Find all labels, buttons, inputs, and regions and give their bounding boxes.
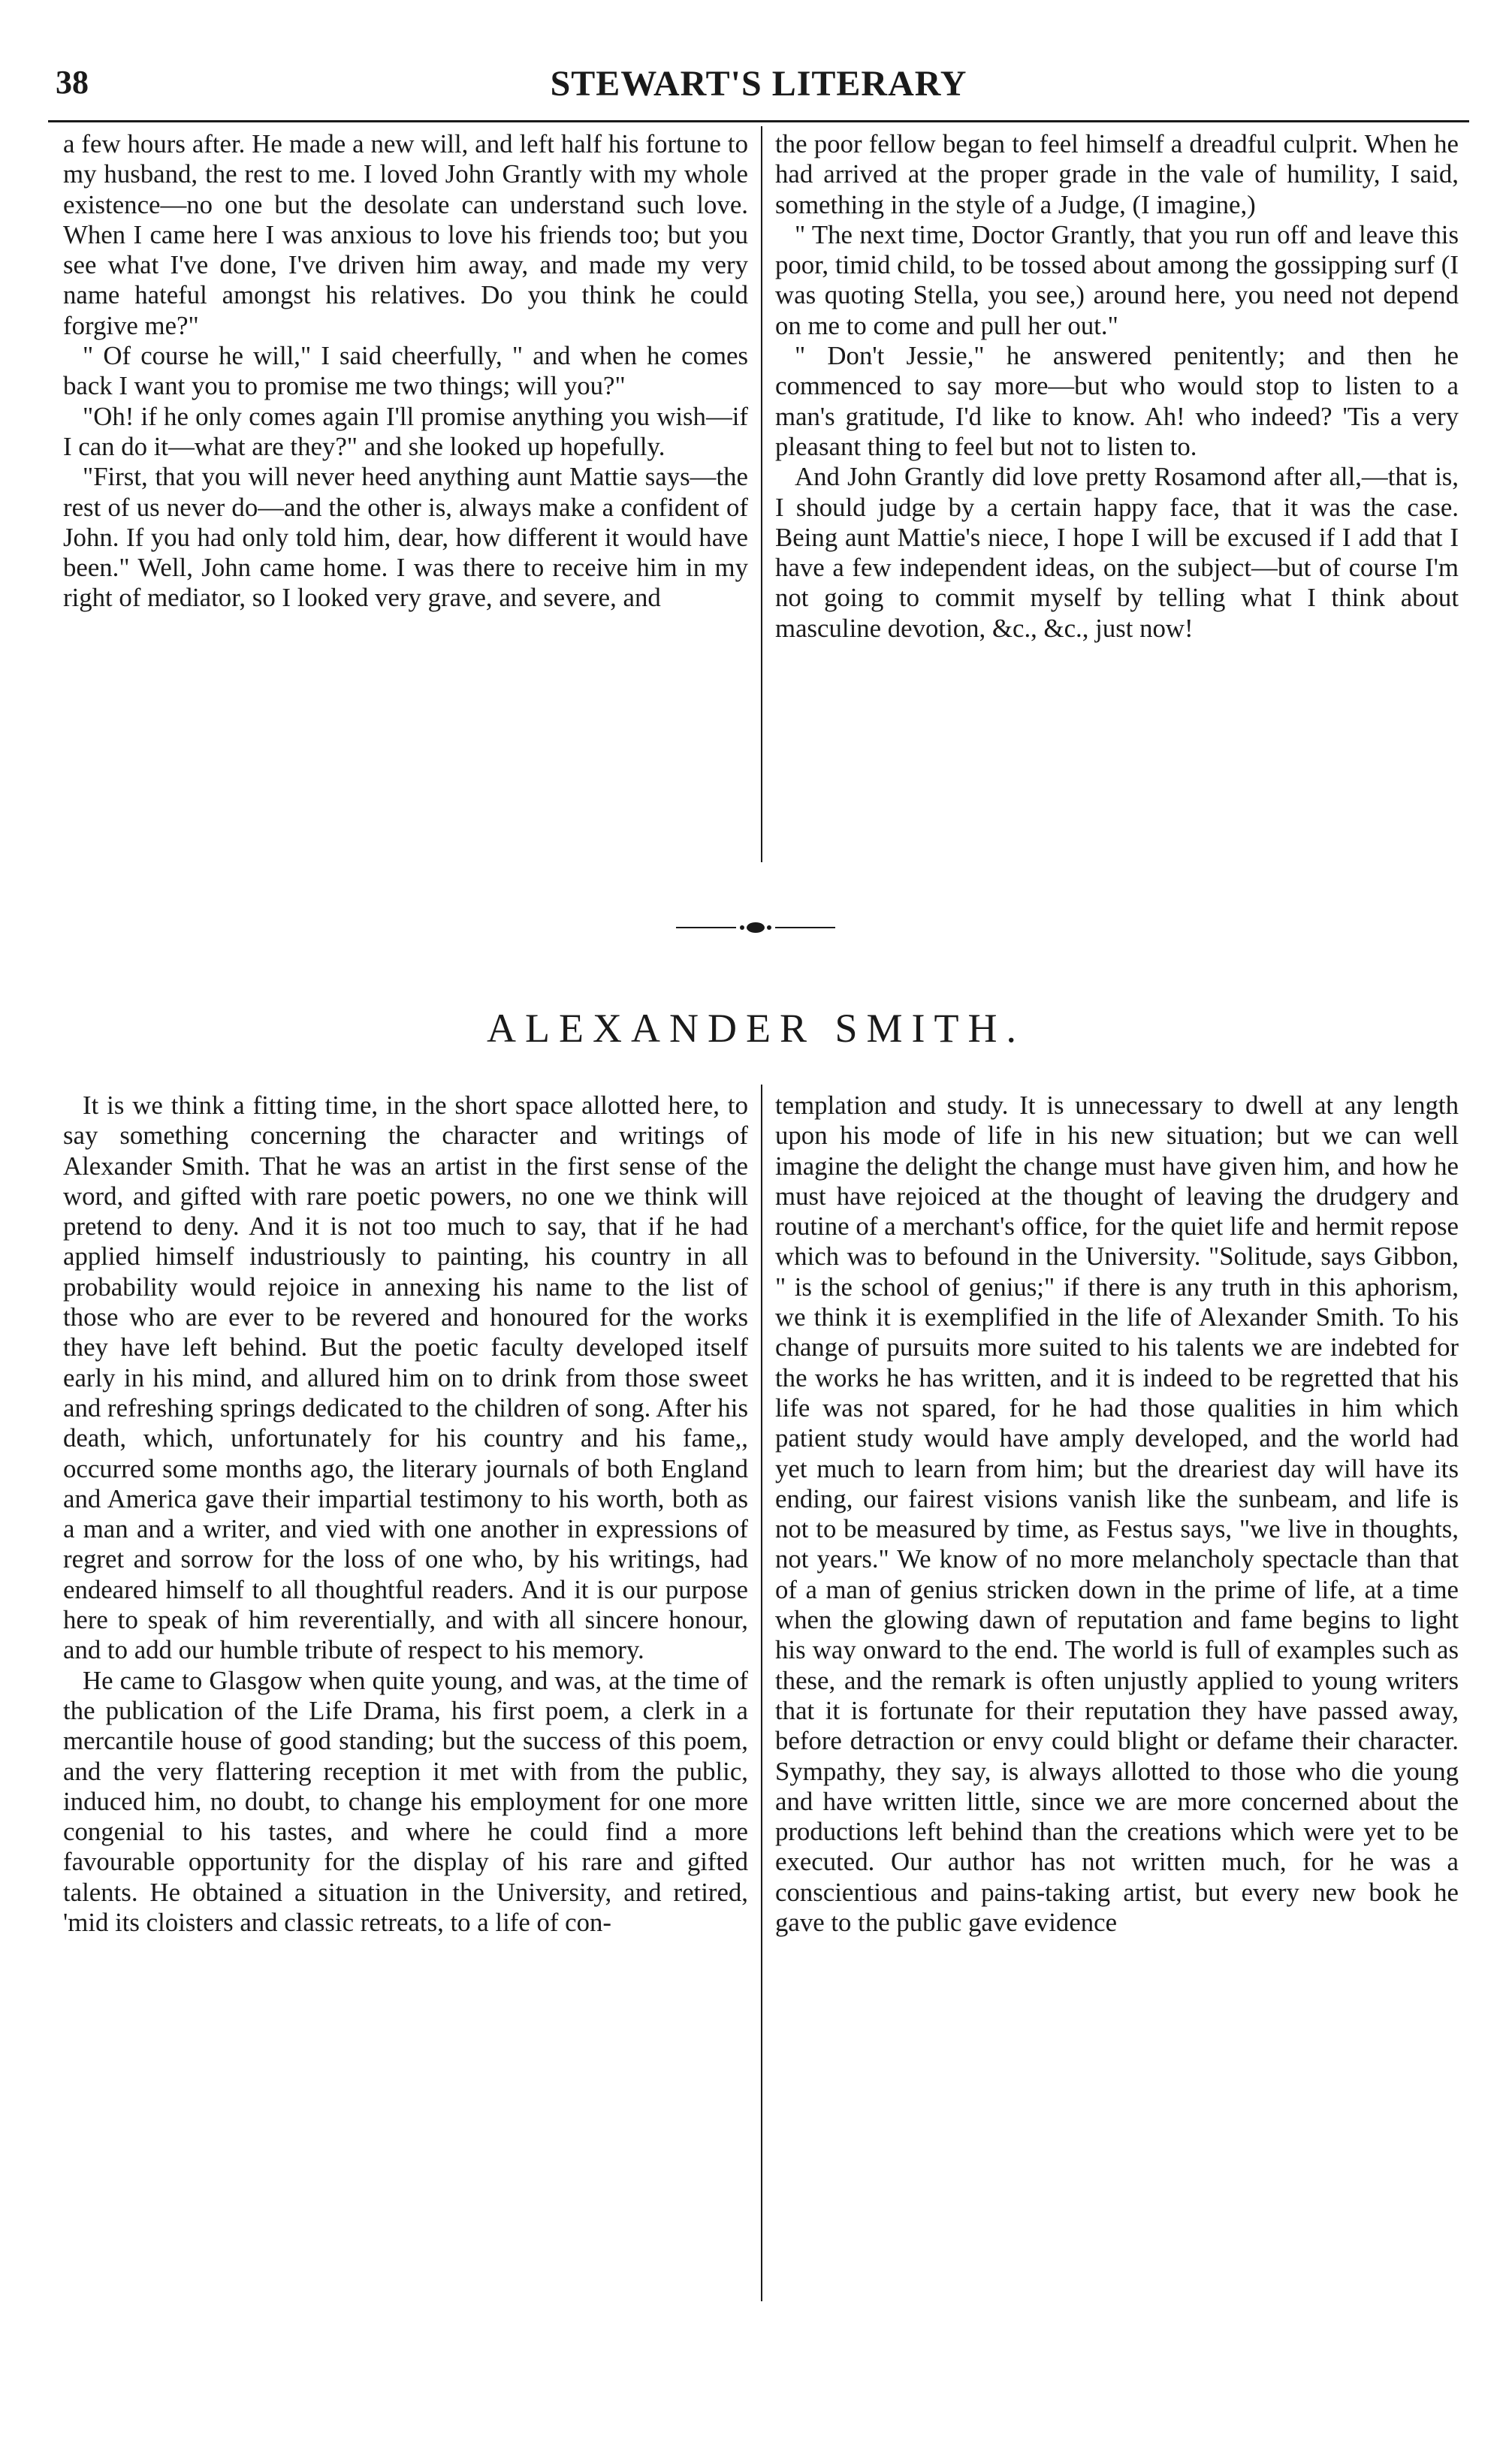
paragraph: a few hours after. He made a new will, and left half his fortune to my husband, the rest to me. I loved John Grantly with my whole existence—no one but the desolate can understand such love. When I came here I was anxious to love his friends too; but you see what I've done, I've driven him away, and made my very name hateful amongst his relatives. Do you think he could forgive me?" <box>63 129 748 340</box>
paragraph: " Don't Jessie," he answered penitently; and then he commenced to say more—but who would stop to listen to a man's gratitude, I'd like to know. Ah! who indeed? 'Tis a very pleasant thing to feel but not to listen to. <box>775 341 1459 461</box>
paragraph: " The next time, Doctor Grantly, that you run off and leave this poor, timid child, to be tossed about among the gossipping surf (I was quoting Stella, you see,) around here, you need not depend on me to come and pull her out." <box>775 219 1459 340</box>
paragraph: templation and study. It is unnecessary to dwell at any length upon his mode of life in his new situation; but we can well imagine the delight the change must have given him, and how he must have rejoiced at the thought of leaving the drudgery and routine of a merchant's office, for the quiet life and hermit repose which was to befound in the University. "Solitude, says Gibbon, " is the school of genius;" if there is any truth in this aphorism, we think it is exemplified in the life of Alexander Smith. To his change of pursuits more suited to his talents we are indebted for the works he has written, and it is indeed to be regretted that his life was not spared, for he had those qualities in him which patient study would have amply developed, and the world had yet much to learn from him; but the dreariest day will have its ending, our fairest visions vanish like the sunbeam, and life is not to be measured by time, as Festus says, "we live in thoughts, not years." We know of no more melancholy spectacle than that of a man of genius stricken down in the prime of life, at a time when the glowing dawn of reputation and fame begins to light his way onward to the end. The world is full of examples such as these, and the remark is often unjustly applied to young writers that it is fortunate for their reputation they have passed away, before detraction or envy could blight or defame their character. Sympathy, they say, is always allotted to those who die young and have written little, since we are more concerned about the productions left behind than the creations which were yet to be executed. Our author has not written much, for he was a conscientious and pains-taking artist, but every new book he gave to the public gave evidence <box>775 1091 1459 1938</box>
paragraph: "Oh! if he only comes again I'll promise anything you wish—if I can do it—what are they?" and she looked up hopefully. <box>63 401 748 461</box>
page-header <box>48 63 1469 108</box>
column-divider <box>761 126 762 862</box>
article-left-column <box>63 1091 748 1938</box>
article-right-column <box>775 1091 1459 1938</box>
paragraph: He came to Glasgow when quite young, and was, at the time of the publication of the Life Drama, his first poem, a clerk in a mercantile house of good standing; but the success of this poem, and the very flattering reception it met with from the public, induced him, no doubt, to change his employment for one more congenial to his tastes, and where he could find a more favourable opportunity for the display of his rare and gifted talents. He obtained a situation in the University, and retired, 'mid its cloisters and classic retreats, to a life of con- <box>63 1665 748 1938</box>
running-title: STEWART'S LITERARY <box>550 64 967 104</box>
paragraph: It is we think a fitting time, in the short space allotted here, to say something concerning the character and writings of Alexander Smith. That he was an artist in the first sense of the word, and gifted with rare poetic powers, no one we think will pretend to deny. And it is not too much to say, that if he had applied himself industriously to painting, his country in all probability would rejoice in annexing his name to the list of those who are ever to be revered and honoured for the works they have left behind. But the poetic faculty developed itself early in his mind, and allured him on to drink from those sweet and refreshing springs dedicated to the children of song. After his death, which, unfortunately for his country and his fame,, occurred some months ago, the literary journals of both England and America gave their impartial testimony to his worth, both as a man and a writer, and vied with one another in expressions of regret and sorrow for the loss of one who, by his writings, had endeared himself to all thoughtful readers. And it is our purpose here to speak of him reverentially, and with all sincere honour, and to add our humble tribute of respect to his memory. <box>63 1091 748 1665</box>
page-number: 38 <box>56 64 89 101</box>
column-divider <box>761 1085 762 2301</box>
story-right-column <box>775 129 1459 644</box>
paragraph: "First, that you will never heed anything aunt Mattie says—the rest of us never do—and the other is, always make a confident of John. If you had only told him, dear, how different it would have been." Well, John came home. I was there to receive him in my right of mediator, so I looked very grave, and severe, and <box>63 462 748 613</box>
paragraph: " Of course he will," I said cheerfully, " and when he comes back I want you to promise me two things; will you?" <box>63 341 748 401</box>
article-title: ALEXANDER SMITH. <box>487 1006 1025 1051</box>
paragraph: And John Grantly did love pretty Rosamond after all,—that is, I should judge by a certain happy face, that it was the case. Being aunt Mattie's niece, I hope I will be excused if I add that I have a few independent ideas, on the subject—but of course I'm not going to commit myself by telling what I think about masculine devotion, &c., &c., just now! <box>775 462 1459 643</box>
paragraph: the poor fellow began to feel himself a dreadful culprit. When he had arrived at the proper grade in the vale of humility, I said, something in the style of a Judge, (I imagine,) <box>775 129 1459 219</box>
story-left-column <box>63 129 748 614</box>
section-divider-ornament <box>673 916 838 939</box>
header-rule <box>48 120 1469 122</box>
